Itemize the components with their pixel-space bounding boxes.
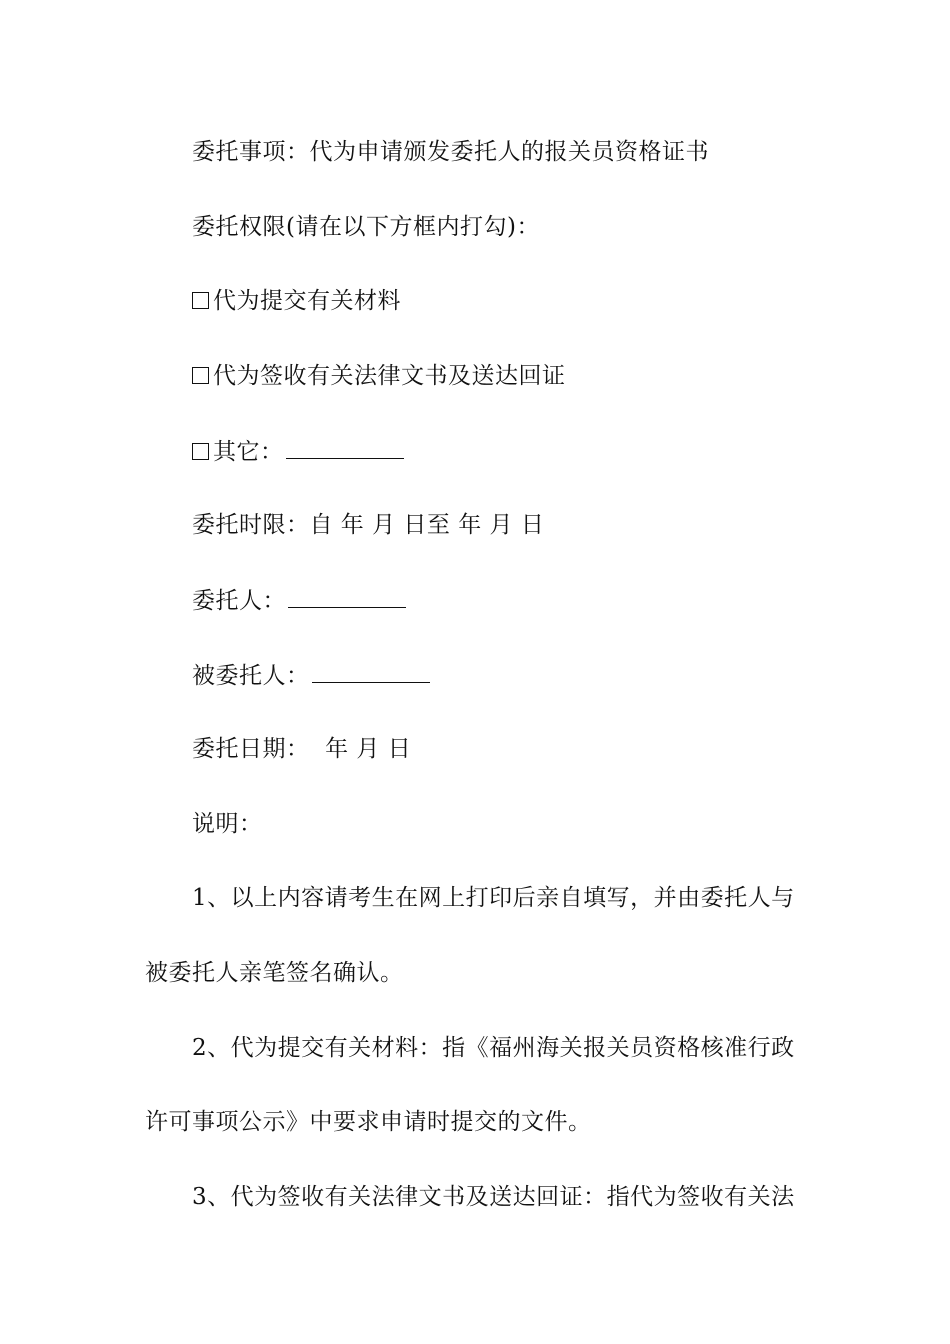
option-receive-documents-label: 代为签收有关法律文书及送达回证 <box>213 363 566 389</box>
option-other-label: 其它： <box>213 439 284 465</box>
note-1-line-2: 被委托人亲笔签名确认。 <box>145 960 404 986</box>
note-3-line-1: 3、代为签收有关法律文书及送达回证：指代为签收有关法 <box>192 1184 795 1210</box>
agent-line <box>192 660 430 691</box>
principal-line <box>192 585 406 616</box>
option-submit-materials <box>192 286 401 316</box>
principal-blank-field[interactable] <box>288 585 406 608</box>
note-2-line-2: 许可事项公示》中要求申请时提交的文件。 <box>145 1109 592 1135</box>
checkbox-submit-materials[interactable] <box>192 292 209 309</box>
principal-label: 委托人： <box>192 588 286 614</box>
notes-heading: 说明： <box>192 811 263 837</box>
entrust-matter-line: 委托事项：代为申请颁发委托人的报关员资格证书 <box>192 139 709 165</box>
agent-blank-field[interactable] <box>312 660 430 683</box>
option-other <box>192 436 404 467</box>
checkbox-other[interactable] <box>192 443 209 460</box>
option-receive-documents <box>192 361 566 391</box>
note-1-line-1: 1、以上内容请考生在网上打印后亲自填写，并由委托人与 <box>192 885 795 911</box>
checkbox-receive-documents[interactable] <box>192 367 209 384</box>
agent-label: 被委托人： <box>192 663 310 689</box>
other-blank-field[interactable] <box>286 436 404 459</box>
option-submit-materials-label: 代为提交有关材料 <box>213 288 401 314</box>
entrust-period-line: 委托时限：自 年 月 日至 年 月 日 <box>192 512 545 538</box>
entrust-date-line: 委托日期： 年 月 日 <box>192 736 412 762</box>
entrust-authority-line: 委托权限(请在以下方框内打勾)： <box>192 214 540 240</box>
note-2-line-1: 2、代为提交有关材料：指《福州海关报关员资格核准行政 <box>192 1035 795 1061</box>
